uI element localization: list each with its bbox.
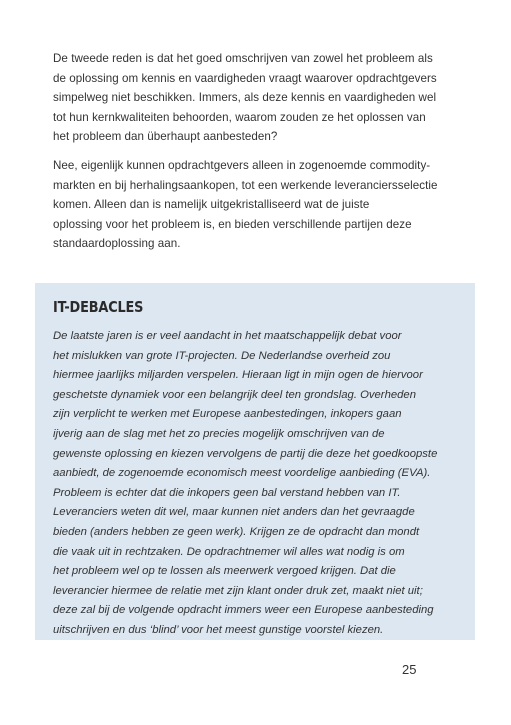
box-line: deze zal bij de volgende opdracht immers weer een Europese aanbesteding xyxy=(53,604,434,617)
box-line: aanbiedt, de zogenoemde economisch meest voordelige aanbieding (EVA). xyxy=(53,467,431,480)
paragraph-line: markten en bij herhalingsaankopen, tot een werkende leveranciersselectie xyxy=(53,178,438,192)
paragraph-line: simpelweg niet beschikken. Immers, als deze kennis en vaardigheden wel xyxy=(53,91,437,105)
box-line: Leveranciers weten dit wel, maar kunnen niet anders dan het gevraagde xyxy=(53,506,415,519)
box-line: geschetste dynamiek voor een belangrijk deel ten grondslag. Overheden xyxy=(53,388,416,401)
box-line: De laatste jaren is er veel aandacht in het maatschappelijk debat voor xyxy=(53,330,402,342)
box-title: IT-DEBACLES xyxy=(53,298,144,316)
paragraph-line: standaardoplossing aan. xyxy=(53,237,181,251)
box-line: bieden (anders hebben ze geen werk). Krijgen ze de opdracht dan mondt xyxy=(53,525,420,538)
box-line: leverancier hiermee de relatie met zijn klant onder druk zet, maakt niet uit; xyxy=(53,584,423,597)
box-line: het mislukken van grote IT-projecten. De Nederlandse overheid zou xyxy=(53,349,391,362)
box-body xyxy=(53,327,463,641)
box-line: Probleem is echter dat die inkopers geen bal verstand hebben van IT. xyxy=(53,486,401,499)
paragraph-line: het probleem dan überhaupt aanbesteden? xyxy=(53,130,278,144)
body-paragraph-2 xyxy=(53,156,453,254)
paragraph-line: Nee, eigenlijk kunnen opdrachtgevers alleen in zogenoemde commodity- xyxy=(53,159,431,172)
box-line: gewenste oplossing en kiezen vervolgens de partij die deze het goedkoopste xyxy=(53,447,438,460)
page-number: 25 xyxy=(402,662,417,677)
paragraph-line: komen. Alleen dan is namelijk uitgekristalliseerd wat de juiste xyxy=(53,198,370,212)
box-line: het probleem wel op te lossen als meerwerk vergoed krijgen. Dat die xyxy=(53,565,396,578)
paragraph-line: de oplossing om kennis en vaardigheden vraagt waarover opdrachtgevers xyxy=(53,71,437,85)
box-line: hiermee jaarlijks miljarden verspelen. Hieraan ligt in mijn ogen de hiervoor xyxy=(53,369,423,382)
paragraph-line: oplossing voor het probleem is, en bieden verschillende partijen deze xyxy=(53,217,412,231)
paragraph-line: tot hun kernkwaliteiten behoorden, waarom zouden ze het oplossen van xyxy=(53,110,426,124)
paragraph-line: De tweede reden is dat het goed omschrijven van zowel het probleem als xyxy=(53,52,433,65)
box-line: zijn verplicht te werken met Europese aanbestedingen, inkopers gaan xyxy=(53,408,402,421)
box-line: ijverig aan de slag met het zo precies mogelijk omschrijven van de xyxy=(53,427,385,440)
sidebar-box xyxy=(35,283,475,640)
box-line: uitschrijven en dus ‘blind’ voor het meest gunstige voorstel kiezen. xyxy=(53,623,384,636)
box-line: die vaak uit in rechtzaken. De opdrachtnemer wil alles wat nodig is om xyxy=(53,545,405,558)
body-paragraph-1 xyxy=(53,49,453,147)
